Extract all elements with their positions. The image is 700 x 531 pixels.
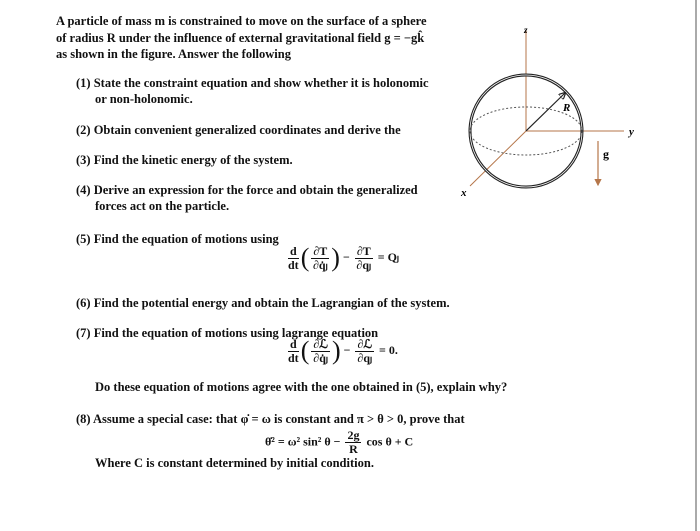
eq-rhs: cos θ + C — [366, 434, 414, 449]
question-text: Assume a special case: that φ̇ = ω is constant and π > θ > 0, prove that — [93, 412, 465, 426]
eq-num1: ∂ℒ — [313, 336, 328, 351]
z-label: z — [524, 25, 528, 35]
radius-label: R — [563, 102, 571, 114]
eq-num2: ∂T — [356, 243, 371, 258]
eq-d: d — [290, 243, 297, 258]
question-text: Find the kinetic energy of the system. — [93, 153, 293, 167]
question-text: Find the potential energy and obtain the Lagrangian of the system. — [93, 296, 450, 310]
eq-num1: ∂T — [313, 243, 328, 258]
y-label: y — [629, 126, 634, 138]
eq-den2: ∂qⱼ — [356, 257, 372, 272]
question-7-cont: Do these equation of motions agree with the one obtained in (5), explain why? — [95, 380, 508, 394]
question-number: (8) — [76, 412, 91, 426]
eq-dt: dt — [288, 257, 299, 272]
eq-rhs: = Qⱼ — [377, 249, 400, 264]
eq-lhs: θ̇² = ω² sin² θ − — [265, 434, 341, 449]
intro-line-3: as shown in the figure. Answer the following — [56, 47, 291, 61]
eq-rhs: = 0. — [379, 342, 398, 357]
question-text: Derive an expression for the force and obtain the generalized — [93, 183, 418, 197]
gravity-label: g — [603, 147, 609, 161]
question-number: (2) — [76, 123, 91, 137]
question-number: (1) — [76, 76, 91, 90]
question-4-cont: forces act on the particle. — [95, 199, 230, 213]
question-text: State the constraint equation and show whether it is holonomic — [93, 76, 429, 90]
eq-minus: − — [342, 249, 350, 264]
eq-dt: dt — [288, 350, 299, 365]
question-number: (6) — [76, 296, 91, 310]
question-text: Find the equation of motions using — [93, 232, 279, 246]
eq-den1: ∂q̇ⱼ — [312, 257, 328, 272]
eq-den2: ∂qⱼ — [357, 350, 373, 365]
equation-7: $\frac{d}{dt}$ ( $\frac{\text{∂ℒ}}{\text{∂q̇ⱼ}}$ ) − $\frac{\text{∂ℒ}}{\text{∂qⱼ}}$ = 0. — [288, 336, 398, 365]
eq-minus: − — [343, 342, 351, 357]
eq-num2: ∂ℒ — [357, 336, 373, 351]
question-8-cont: Where C is constant determined by initial condition. — [95, 456, 374, 470]
eq-num: 2g — [347, 428, 360, 442]
question-number: (3) — [76, 153, 91, 167]
x-label: x — [461, 187, 467, 199]
eq-den1: ∂q̇ⱼ — [313, 350, 328, 365]
question-number: (7) — [76, 326, 91, 340]
eq-d: d — [290, 336, 297, 351]
question-text: Obtain convenient generalized coordinates and derive the — [93, 123, 401, 137]
question-number: (5) — [76, 232, 91, 246]
intro-line-1: A particle of mass m is constrained to move on the surface of a sphere — [56, 14, 427, 28]
intro-line-2: of radius R under the influence of external gravitational field g = −gk̂ — [56, 31, 425, 45]
question-text: Find the equation of motions using lagrange equation — [93, 326, 379, 340]
equation-5: $\frac{d}{dt}$ ( $\frac{\partial T}{\text{∂q̇ⱼ}}$ ) − $\frac{\partial T}{\text{∂qⱼ}}$ = Qⱼ — [288, 243, 400, 272]
question-1-cont: or non-holonomic. — [95, 92, 193, 106]
question-number: (4) — [76, 183, 91, 197]
eq-den: R — [349, 442, 358, 456]
